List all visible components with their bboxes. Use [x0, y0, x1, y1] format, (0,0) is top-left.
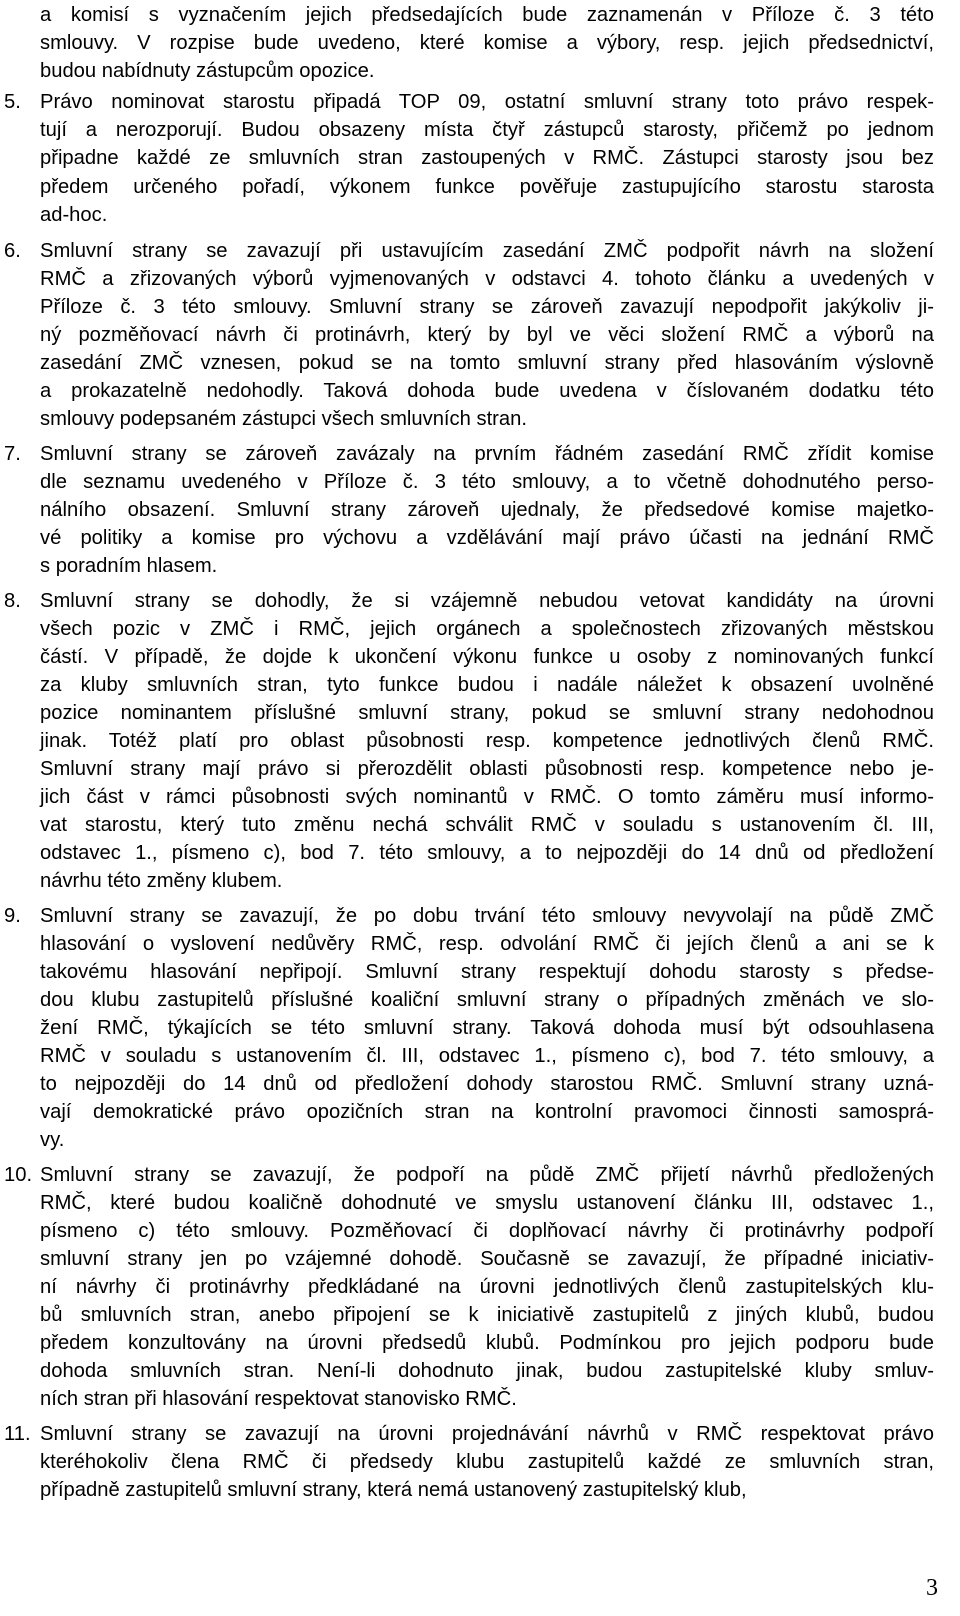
text-line: jich část v rámci působnosti svých nominantů v RMČ. O tomto záměru musí informo-	[40, 786, 934, 808]
page-number: 3	[926, 1575, 938, 1601]
text-line: zasedání ZMČ vznesen, pokud se na tomto smluvní strany před hlasováním výslovně	[40, 352, 934, 374]
text-line: návrhu této změny klubem.	[40, 870, 283, 892]
text-line: smlouvy podepsaném zástupci všech smluvních stran.	[40, 408, 527, 430]
text-line: Příloze č. 3 této smlouvy. Smluvní strany se zároveň zavazují nepodpořit jakýkoliv ji-	[40, 296, 934, 318]
text-line: a prokazatelně nedohodly. Taková dohoda bude uvedena v číslovaném dodatku této	[40, 380, 934, 402]
text-line: dou klubu zastupitelů příslušné koaliční smluvní strany o případných změnách ve slo-	[40, 989, 934, 1011]
text-line: částí. V případě, že dojde k ukončení výkonu funkce u osoby z nominovaných funkcí	[40, 646, 934, 668]
text-line: žení RMČ, týkajících se této smluvní strany. Taková dohoda musí být odsouhlasena	[40, 1017, 934, 1039]
text-line: Smluvní strany se zavazují při ustavujícím zasedání ZMČ podpořit návrh na složení	[40, 240, 934, 262]
text-line: Smluvní strany se zavazují, že po dobu trvání této smlouvy nevyvolají na půdě ZMČ	[40, 905, 934, 927]
text-line: vat starostu, který tuto změnu nechá schválit RMČ v souladu s ustanovením čl. III,	[40, 814, 934, 836]
text-line: kteréhokoliv člena RMČ či předsedy klubu zastupitelů každé ze smluvních stran,	[40, 1451, 934, 1473]
text-line: Smluvní strany se dohodly, že si vzájemně nebudou vetovat kandidáty na úrovni	[40, 590, 934, 612]
text-line: nálního obsazení. Smluvní strany zároveň ujednaly, že předsedové komise majetko-	[40, 499, 934, 521]
text-line: smlouvy. V rozpise bude uvedeno, které komise a výbory, resp. jejich předsednictví,	[40, 32, 934, 54]
text-line: vají demokratické právo opozičních stran na kontrolní pravomoci činnosti samosprá-	[40, 1101, 934, 1123]
text-line: vé politiky a komise pro výchovu a vzdělávání mají právo účasti na jednání RMČ	[40, 527, 934, 549]
text-line: Smluvní strany se zavazují na úrovni projednávání návrhů v RMČ respektovat právo	[40, 1423, 934, 1445]
text-line: hlasování o vyslovení nedůvěry RMČ, resp. odvolání RMČ či jejích členů a ani se k	[40, 933, 934, 955]
point-number: 9.	[4, 905, 21, 927]
text-line: vy.	[40, 1129, 65, 1151]
point-number: 10.	[4, 1164, 33, 1186]
point-number: 7.	[4, 443, 21, 465]
text-line: budou nabídnuty zástupcům opozice.	[40, 60, 375, 82]
text-line: ad-hoc.	[40, 204, 108, 226]
text-line: s poradním hlasem.	[40, 555, 218, 577]
text-line: předem konzultovány na úrovni předsedů klubů. Podmínkou pro jejich podporu bude	[40, 1332, 934, 1354]
text-line: připadne každé ze smluvních stran zastoupených v RMČ. Zástupci starosty jsou bez	[40, 147, 934, 169]
text-line: dohoda smluvních stran. Není-li dohodnuto jinak, budou zastupitelské kluby smluv-	[40, 1360, 934, 1382]
text-line: Smluvní strany se zavazují, že podpoří na půdě ZMČ přijetí návrhů předložených	[40, 1164, 934, 1186]
text-line: předem určeného pořadí, výkonem funkce pověřuje zastupujícího starostu starosta	[40, 176, 934, 198]
point-number: 8.	[4, 590, 21, 612]
text-line: Právo nominovat starostu připadá TOP 09, ostatní smluvní strany toto právo respek-	[40, 91, 934, 113]
text-line: to nejpozději do 14 dnů od předložení dohody starostou RMČ. Smluvní strany uzná-	[40, 1073, 934, 1095]
text-line: jinak. Totéž platí pro oblast působnosti resp. kompetence jednotlivých členů RMČ.	[40, 730, 934, 752]
text-line: všech pozic v ZMČ i RMČ, jejich orgánech a společnostech zřizovaných městskou	[40, 618, 934, 640]
text-line: případně zastupitelů smluvní strany, která nemá ustanovený zastupitelský klub,	[40, 1479, 747, 1501]
text-line: RMČ a zřizovaných výborů vyjmenovaných v odstavci 4. tohoto článku a uvedených v	[40, 268, 934, 290]
text-line: pozice nominantem příslušné smluvní strany, pokud se smluvní strany nedohodnou	[40, 702, 934, 724]
text-line: dle seznamu uvedeného v Příloze č. 3 této smlouvy, a to včetně dohodnutého perso-	[40, 471, 934, 493]
text-line: RMČ v souladu s ustanovením čl. III, odstavec 1., písmeno c), bod 7. této smlouvy, a	[40, 1045, 934, 1067]
text-line: písmeno c) této smlouvy. Pozměňovací či doplňovací návrhy či protinávrhy podpoří	[40, 1220, 934, 1242]
text-line: bů smluvních stran, anebo připojení se k iniciativě zastupitelů z jiných klubů, budou	[40, 1304, 934, 1326]
text-line: Smluvní strany se zároveň zavázaly na prvním řádném zasedání RMČ zřídit komise	[40, 443, 934, 465]
text-line: a komisí s vyznačením jejich předsedajících bude zaznamenán v Příloze č. 3 této	[40, 4, 934, 26]
point-number: 6.	[4, 240, 21, 262]
point-number: 11.	[4, 1423, 31, 1445]
text-line: ních stran při hlasování respektovat stanovisko RMČ.	[40, 1388, 517, 1410]
text-line: Smluvní strany mají právo si přerozdělit oblasti působnosti resp. kompetence nebo je-	[40, 758, 934, 780]
text-line: za kluby smluvních stran, tyto funkce budou i nadále náležet k obsazení uvolněné	[40, 674, 934, 696]
text-line: ní návrhy či protinávrhy předkládané na úrovni jednotlivých členů zastupitelských klu-	[40, 1276, 934, 1298]
point-number: 5.	[4, 91, 21, 113]
text-line: RMČ, které budou koaličně dohodnuté ve smyslu ustanovení článku III, odstavec 1.,	[40, 1192, 934, 1214]
text-line: tují a nerozporují. Budou obsazeny místa čtyř zástupců starosty, přičemž po jednom	[40, 119, 934, 141]
text-line: takovému hlasování nepřipojí. Smluvní strany respektují dohodu starosty s předse-	[40, 961, 934, 983]
text-line: odstavec 1., písmeno c), bod 7. této smlouvy, a to nejpozději do 14 dnů od předložení	[40, 842, 934, 864]
text-line: smluvní strany jen po vzájemné dohodě. Současně se zavazují, že případné iniciativ-	[40, 1248, 934, 1270]
text-line: ný pozměňovací návrh či protinávrh, který by byl ve věci složení RMČ a výborů na	[40, 324, 934, 346]
